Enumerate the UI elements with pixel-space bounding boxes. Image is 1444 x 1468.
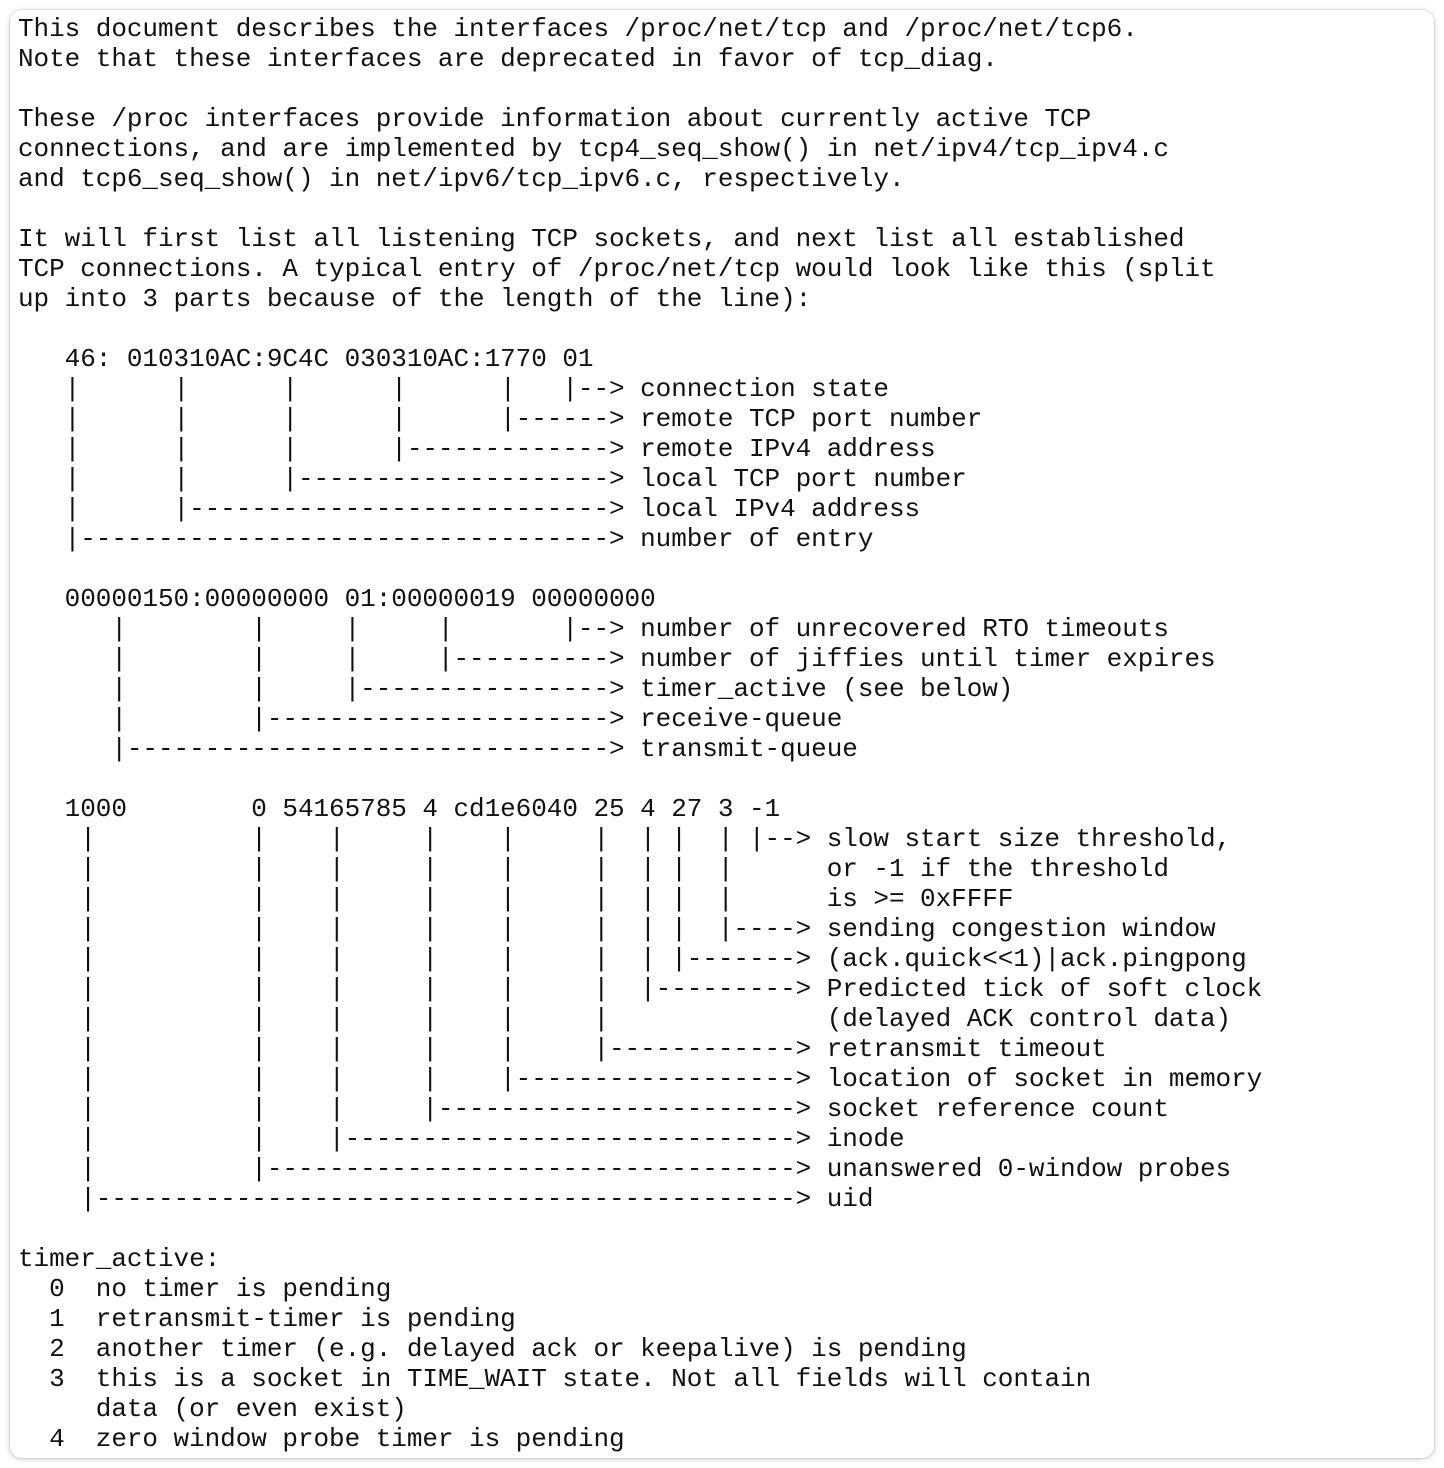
blank-line xyxy=(18,1214,1262,1244)
diagram-1-annotation-line: | | |--------------------> local TCP port number xyxy=(18,464,967,494)
intro-line: connections, and are implemented by tcp4_seq_show() in net/ipv4/tcp_ipv4.c xyxy=(18,134,1169,164)
diagram-1-annotation-line: | |---------------------------> local IPv4 address xyxy=(18,494,921,524)
diagram-3-annotation-line: | | | | | | | | | is >= 0xFFFF xyxy=(18,884,1014,914)
blank-line xyxy=(18,194,1262,224)
diagram-1-annotation-line: | | | |-------------> remote IPv4 address xyxy=(18,434,936,464)
diagram-3-annotation-line: | | | | | | | | | or -1 if the threshold xyxy=(18,854,1169,884)
diagram-3-annotation-line: | |----------------------------------> unanswered 0-window probes xyxy=(18,1154,1232,1184)
diagram-2-annotation-line: | | | | |--> number of unrecovered RTO timeouts xyxy=(18,614,1169,644)
document-text xyxy=(18,14,1262,1454)
timer-active-item: 2 another timer (e.g. delayed ack or keepalive) is pending xyxy=(18,1334,967,1364)
blank-line xyxy=(18,314,1262,344)
diagram-1-annotation-line: | | | | |------> remote TCP port number xyxy=(18,404,983,434)
diagram-2-annotation-line: | |----------------------> receive-queue xyxy=(18,704,843,734)
diagram-3-annotation-line: | | | | |------------------> location of socket in memory xyxy=(18,1064,1263,1094)
timer-active-item-continuation: data (or even exist) xyxy=(18,1394,407,1424)
diagram-2-annotation-line: | | | |----------> number of jiffies until timer expires xyxy=(18,644,1216,674)
timer-active-item: 4 zero window probe timer is pending xyxy=(18,1424,625,1454)
diagram-3-annotation-line: |---------------------------------------------> uid xyxy=(18,1184,874,1214)
diagram-3-annotation-line: | | | | | |------------> retransmit timeout xyxy=(18,1034,1107,1064)
intro-line: These /proc interfaces provide information about currently active TCP xyxy=(18,104,1092,134)
diagram-2-annotation-line: |-------------------------------> transmit-queue xyxy=(18,734,858,764)
intro-line: This document describes the interfaces /proc/net/tcp and /proc/net/tcp6. xyxy=(18,14,1138,44)
diagram-3-entry-line: 1000 0 54165785 4 cd1e6040 25 4 27 3 -1 xyxy=(18,794,781,824)
blank-line xyxy=(18,554,1262,584)
diagram-1-annotation-line: | | | | | |--> connection state xyxy=(18,374,889,404)
diagram-1-entry-line: 46: 010310AC:9C4C 030310AC:1770 01 xyxy=(18,344,594,374)
timer-active-item: 0 no timer is pending xyxy=(18,1274,392,1304)
timer-active-heading: timer_active: xyxy=(18,1244,221,1274)
diagram-3-annotation-line: | | | |-----------------------> socket reference count xyxy=(18,1094,1169,1124)
diagram-3-annotation-line: | | | | | | |---------> Predicted tick of soft clock xyxy=(18,974,1263,1004)
blank-line xyxy=(18,764,1262,794)
intro-line: TCP connections. A typical entry of /proc/net/tcp would look like this (split xyxy=(18,254,1216,284)
diagram-2-annotation-line: | | |----------------> timer_active (see below) xyxy=(18,674,1014,704)
diagram-3-annotation-line: | | | | | | | |-------> (ack.quick<<1)|ack.pingpong xyxy=(18,944,1247,974)
diagram-2-entry-line: 00000150:00000000 01:00000019 00000000 xyxy=(18,584,656,614)
intro-line: It will first list all listening TCP sockets, and next list all established xyxy=(18,224,1185,254)
diagram-3-annotation-line: | | |-----------------------------> inode xyxy=(18,1124,905,1154)
timer-active-item: 3 this is a socket in TIME_WAIT state. Not all fields will contain xyxy=(18,1364,1092,1394)
intro-line: Note that these interfaces are deprecated in favor of tcp_diag. xyxy=(18,44,998,74)
diagram-3-annotation-line: | | | | | | | | | |--> slow start size threshold, xyxy=(18,824,1232,854)
diagram-1-annotation-line: |----------------------------------> number of entry xyxy=(18,524,874,554)
blank-line xyxy=(18,74,1262,104)
timer-active-item: 1 retransmit-timer is pending xyxy=(18,1304,516,1334)
document-panel xyxy=(10,10,1434,1458)
diagram-3-annotation-line: | | | | | | (delayed ACK control data) xyxy=(18,1004,1232,1034)
intro-line: up into 3 parts because of the length of the line): xyxy=(18,284,812,314)
diagram-3-annotation-line: | | | | | | | | |----> sending congestion window xyxy=(18,914,1216,944)
intro-line: and tcp6_seq_show() in net/ipv6/tcp_ipv6.c, respectively. xyxy=(18,164,905,194)
